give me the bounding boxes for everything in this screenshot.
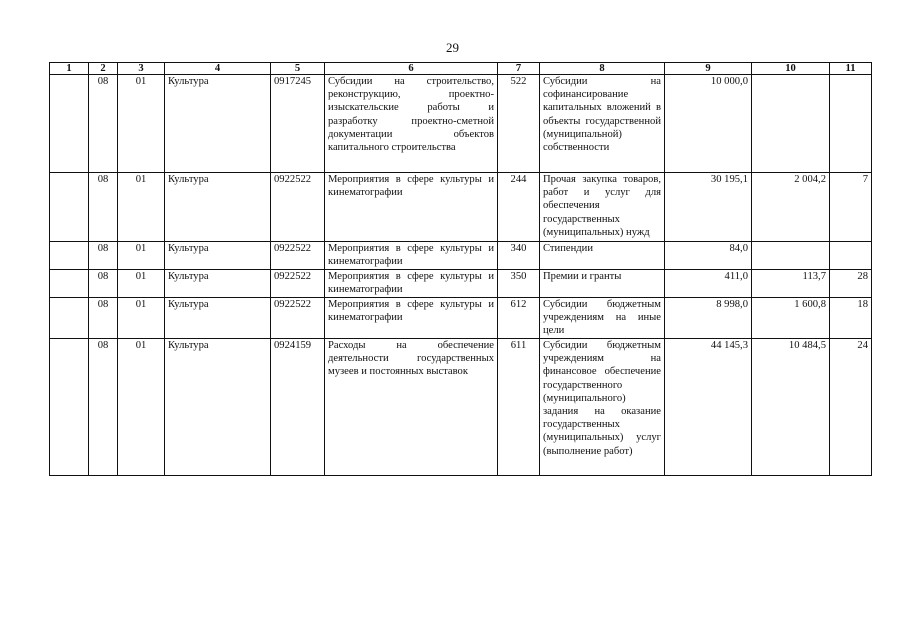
cell-subsection: 01 xyxy=(118,298,165,339)
cell-amount-plan: 411,0 xyxy=(665,270,752,298)
budget-table xyxy=(49,62,872,476)
table-row xyxy=(50,75,872,173)
cell-code: 0922522 xyxy=(271,270,325,298)
cell-subsection: 01 xyxy=(118,242,165,270)
cell-type-name: Субсидии на софинансирование капитальных вложений в объекты государственной (муниципальной) собственности xyxy=(540,75,665,173)
cell-amount-actual: 10 484,5 xyxy=(752,339,830,476)
cell-code: 0922522 xyxy=(271,298,325,339)
cell-percent: 24 xyxy=(830,339,872,476)
cell-percent: 28 xyxy=(830,270,872,298)
cell-col1 xyxy=(50,173,89,242)
cell-col1 xyxy=(50,339,89,476)
cell-type-code: 340 xyxy=(498,242,540,270)
cell-section: 08 xyxy=(89,270,118,298)
cell-description: Мероприятия в сфере культуры и кинематографии xyxy=(325,242,498,270)
cell-type-code: 522 xyxy=(498,75,540,173)
cell-description: Мероприятия в сфере культуры и кинематографии xyxy=(325,298,498,339)
cell-category: Культура xyxy=(165,173,271,242)
cell-type-name: Субсидии бюджетным учреждениям на финансовое обеспечение государственного (муниципального) задания на оказание государственных (муниципальных) услуг (выполнение работ) xyxy=(540,339,665,476)
cell-amount-actual xyxy=(752,242,830,270)
column-header: 1 xyxy=(50,63,89,75)
page-number: 29 xyxy=(446,40,459,55)
table-row xyxy=(50,173,872,242)
cell-subsection: 01 xyxy=(118,75,165,173)
cell-col1 xyxy=(50,270,89,298)
cell-amount-plan: 8 998,0 xyxy=(665,298,752,339)
cell-description: Субсидии на строительство, реконструкцию, проектно-изыскательские работы и разработку проектно-сметной документации объектов капитального строительства xyxy=(325,75,498,173)
table-row xyxy=(50,298,872,339)
cell-percent xyxy=(830,242,872,270)
cell-col1 xyxy=(50,75,89,173)
cell-category: Культура xyxy=(165,75,271,173)
cell-subsection: 01 xyxy=(118,173,165,242)
cell-amount-plan: 10 000,0 xyxy=(665,75,752,173)
cell-code: 0924159 xyxy=(271,339,325,476)
cell-type-code: 350 xyxy=(498,270,540,298)
column-header: 3 xyxy=(118,63,165,75)
cell-subsection: 01 xyxy=(118,339,165,476)
cell-type-name: Прочая закупка товаров, работ и услуг для обеспечения государственных (муниципальных) нужд xyxy=(540,173,665,242)
column-header: 5 xyxy=(271,63,325,75)
cell-code: 0922522 xyxy=(271,242,325,270)
cell-amount-actual xyxy=(752,75,830,173)
cell-type-code: 244 xyxy=(498,173,540,242)
cell-code: 0917245 xyxy=(271,75,325,173)
column-header: 7 xyxy=(498,63,540,75)
cell-percent xyxy=(830,75,872,173)
table-row xyxy=(50,270,872,298)
cell-section: 08 xyxy=(89,242,118,270)
cell-code: 0922522 xyxy=(271,173,325,242)
cell-description: Мероприятия в сфере культуры и кинематографии xyxy=(325,173,498,242)
cell-category: Культура xyxy=(165,270,271,298)
cell-amount-plan: 84,0 xyxy=(665,242,752,270)
cell-category: Культура xyxy=(165,298,271,339)
cell-col1 xyxy=(50,298,89,339)
cell-subsection: 01 xyxy=(118,270,165,298)
cell-description: Расходы на обеспечение деятельности государственных музеев и постоянных выставок xyxy=(325,339,498,476)
cell-type-code: 611 xyxy=(498,339,540,476)
header-row xyxy=(50,63,872,75)
cell-percent: 7 xyxy=(830,173,872,242)
cell-category: Культура xyxy=(165,242,271,270)
column-header: 11 xyxy=(830,63,872,75)
column-header: 2 xyxy=(89,63,118,75)
cell-amount-plan: 44 145,3 xyxy=(665,339,752,476)
cell-amount-actual: 113,7 xyxy=(752,270,830,298)
cell-section: 08 xyxy=(89,173,118,242)
cell-category: Культура xyxy=(165,339,271,476)
cell-col1 xyxy=(50,242,89,270)
cell-type-name: Стипендии xyxy=(540,242,665,270)
table-row xyxy=(50,339,872,476)
column-header: 8 xyxy=(540,63,665,75)
cell-amount-plan: 30 195,1 xyxy=(665,173,752,242)
cell-type-name: Премии и гранты xyxy=(540,270,665,298)
column-header: 9 xyxy=(665,63,752,75)
cell-section: 08 xyxy=(89,339,118,476)
cell-description: Мероприятия в сфере культуры и кинематографии xyxy=(325,270,498,298)
cell-type-name: Субсидии бюджетным учреждениям на иные цели xyxy=(540,298,665,339)
column-header: 10 xyxy=(752,63,830,75)
column-header: 6 xyxy=(325,63,498,75)
cell-section: 08 xyxy=(89,298,118,339)
table-row xyxy=(50,242,872,270)
cell-amount-actual: 2 004,2 xyxy=(752,173,830,242)
cell-percent: 18 xyxy=(830,298,872,339)
column-header: 4 xyxy=(165,63,271,75)
cell-section: 08 xyxy=(89,75,118,173)
cell-type-code: 612 xyxy=(498,298,540,339)
cell-amount-actual: 1 600,8 xyxy=(752,298,830,339)
